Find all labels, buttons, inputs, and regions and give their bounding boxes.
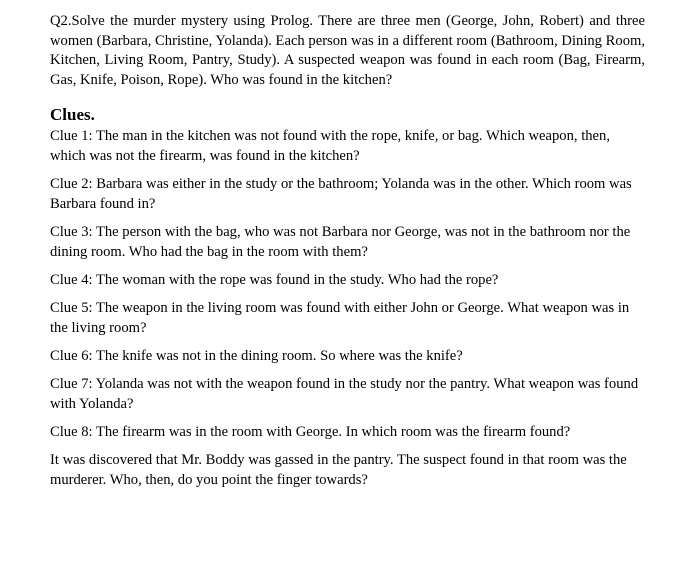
question-paragraph: Q2.Solve the murder mystery using Prolog. There are three men (George, John, Robert) and three women (Barbara, Christine, Yolanda). Each person was in a different room (Bathroom, Dining Room, Kitchen, Living Room, Pantry, Study). A suspected weapon was found in each room (Bag, Firearm, Gas, Knife, Poison, Rope). Who was found in the kitchen?	[50, 13, 645, 88]
clue-4: Clue 4: The woman with the rope was found in the study. Who had the rope?	[50, 272, 499, 288]
conclusion-paragraph: It was discovered that Mr. Boddy was gassed in the pantry. The suspect found in that room was the murderer. Who, then, do you point the finger towards?	[50, 452, 627, 488]
clue-1: Clue 1: The man in the kitchen was not found with the rope, knife, or bag. Which weapon, then, which was not the firearm, was found in the kitchen?	[50, 128, 610, 164]
clue-7: Clue 7: Yolanda was not with the weapon found in the study nor the pantry. What weapon was found with Yolanda?	[50, 376, 639, 412]
clue-5: Clue 5: The weapon in the living room was found with either John or George. What weapon was in the living room?	[50, 300, 630, 336]
clues-heading: Clues.	[50, 105, 95, 124]
clue-2: Clue 2: Barbara was either in the study or the bathroom; Yolanda was in the other. Which room was Barbara found in?	[50, 176, 632, 212]
clue-8: Clue 8: The firearm was in the room with George. In which room was the firearm found?	[50, 424, 571, 440]
clue-6: Clue 6: The knife was not in the dining room. So where was the knife?	[50, 348, 463, 364]
clue-3: Clue 3: The person with the bag, who was not Barbara nor George, was not in the bathroom nor the dining room. Who had the bag in the room with them?	[50, 224, 631, 260]
